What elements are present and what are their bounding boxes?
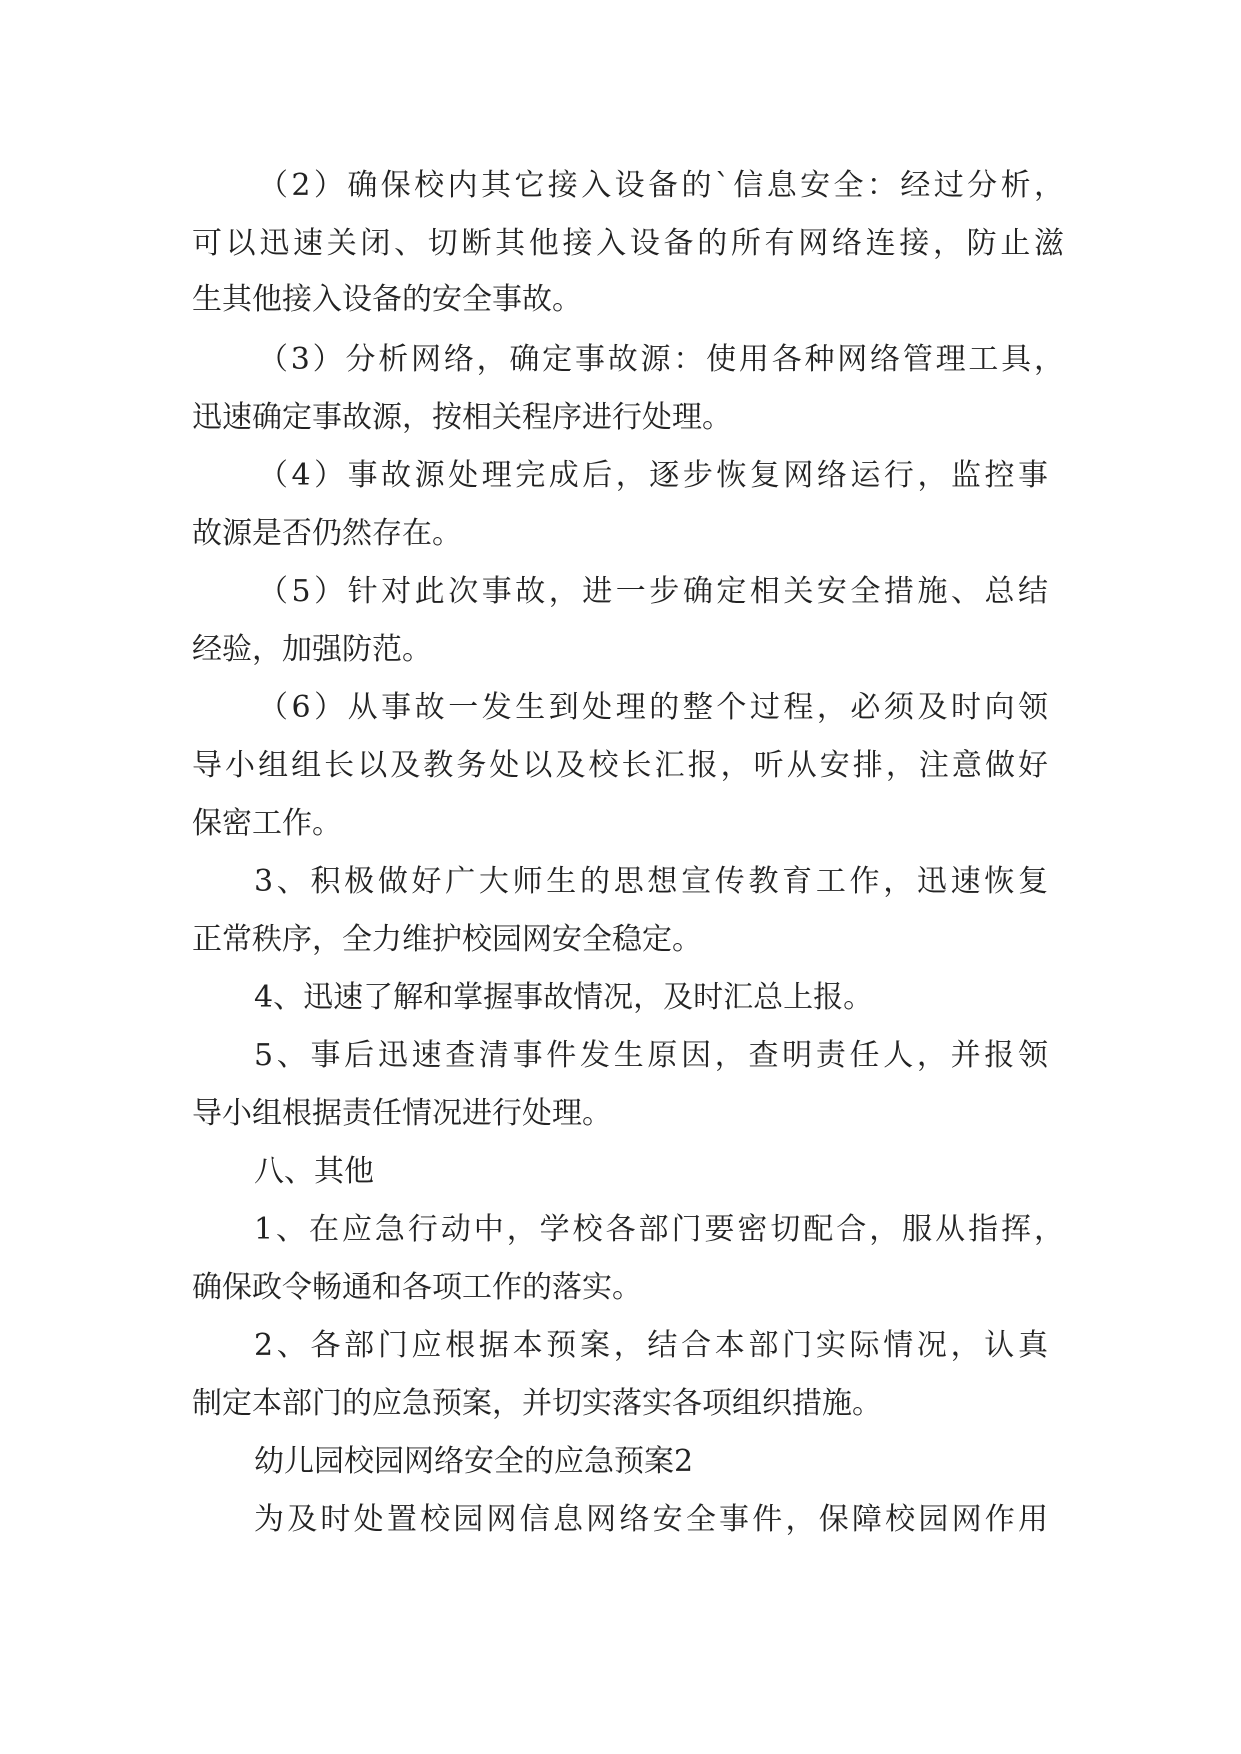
- text-line: 制定本部门的应急预案，并切实落实各项组织措施。: [192, 1386, 882, 1421]
- document-subtitle: 幼儿园校园网络安全的应急预案2: [254, 1444, 694, 1479]
- text-line: 生其他接入设备的安全事故。: [192, 282, 582, 317]
- text-line: （3）分析网络，确定事故源：使用各种网络管理工具，: [258, 342, 1064, 377]
- text-line: （2）确保校内其它接入设备的`信息安全：经过分析，: [258, 168, 1064, 203]
- text-line: 为及时处置校园网信息网络安全事件，保障校园网作用: [254, 1502, 1048, 1537]
- section-heading: 八、其他: [254, 1154, 374, 1189]
- text-line: 故源是否仍然存在。: [192, 516, 462, 551]
- text-line: 4、迅速了解和掌握事故情况，及时汇总上报。: [254, 980, 874, 1015]
- text-line: 迅速确定事故源，按相关程序进行处理。: [192, 400, 732, 435]
- text-line: 5、事后迅速查清事件发生原因，查明责任人，并报领: [254, 1038, 1048, 1073]
- text-line: 3、积极做好广大师生的思想宣传教育工作，迅速恢复: [254, 864, 1048, 899]
- text-line: 导小组根据责任情况进行处理。: [192, 1096, 612, 1131]
- text-line: （6）从事故一发生到处理的整个过程，必须及时向领: [258, 690, 1048, 725]
- text-line: 保密工作。: [192, 806, 342, 841]
- text-line: 2、各部门应根据本预案，结合本部门实际情况，认真: [254, 1328, 1048, 1363]
- text-line: （5）针对此次事故，进一步确定相关安全措施、总结: [258, 574, 1048, 609]
- text-line: 1、在应急行动中，学校各部门要密切配合，服从指挥，: [254, 1212, 1064, 1247]
- text-line: 导小组组长以及教务处以及校长汇报，听从安排，注意做好: [192, 748, 1048, 783]
- text-line: 可以迅速关闭、切断其他接入设备的所有网络连接，防止滋: [192, 226, 1064, 261]
- text-line: 正常秩序，全力维护校园网安全稳定。: [192, 922, 702, 957]
- text-line: 确保政令畅通和各项工作的落实。: [192, 1270, 642, 1305]
- text-line: （4）事故源处理完成后，逐步恢复网络运行，监控事: [258, 458, 1048, 493]
- text-line: 经验，加强防范。: [192, 632, 432, 667]
